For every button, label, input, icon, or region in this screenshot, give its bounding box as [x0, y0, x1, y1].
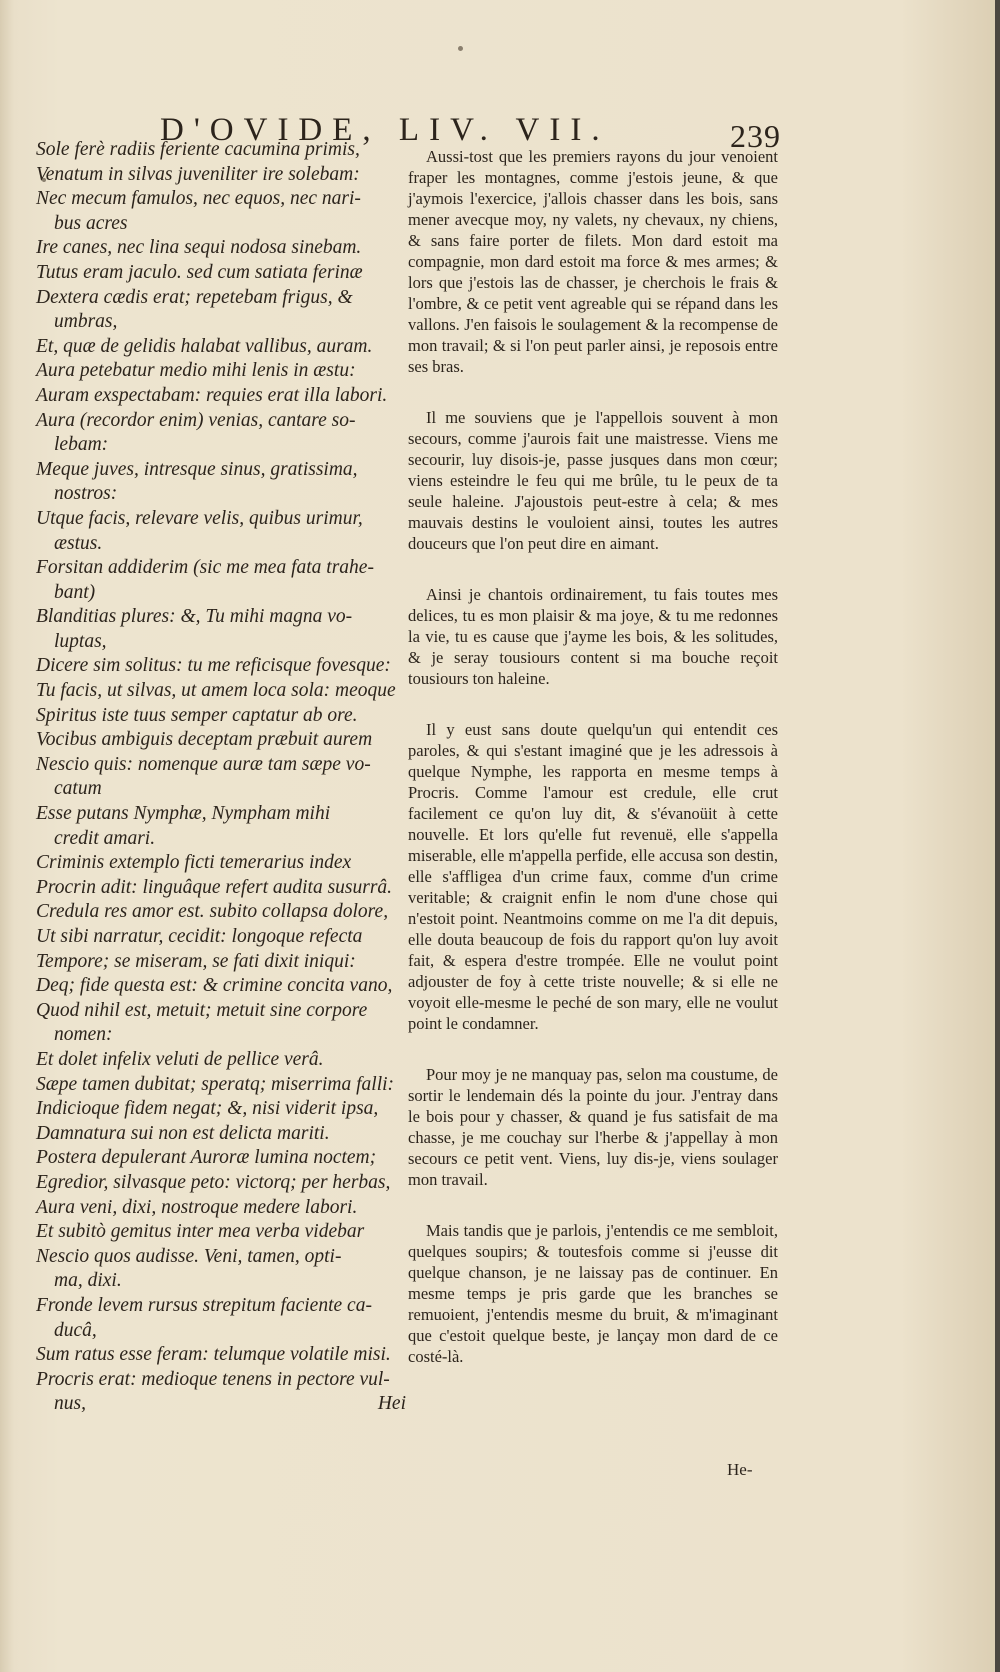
verse-line: Meque juves, intresque sinus, gratissima, — [36, 458, 358, 480]
verse-line: Nescio quis: nomenque auræ tam sæpe vo- — [36, 753, 371, 775]
verse-line: Sole ferè radiis feriente cacumina primis, — [36, 139, 360, 160]
verse-line: Et dolet infelix veluti de pellice verâ. — [36, 1048, 324, 1070]
verse-line: Forsitan addiderim (sic me mea fata trahe- — [36, 557, 374, 579]
verse-line: Esse putans Nymphæ, Nympham mihi — [36, 803, 331, 825]
prose-paragraph: Ainsi je chantois ordinairement, tu fais toutes mes delices, tu es mon plaisir & ma joye, & tu me redonnes la vie, tu es cause que j'ayme les bois, & les solitudes, & je seray tousiours content si ma bouche reçoit tousiours ton haleine. — [408, 585, 778, 688]
verse-line: Nec mecum famulos, nec equos, nec nari- — [36, 188, 361, 210]
verse-line: Procrin adit: linguâque refert audita susurrâ. — [36, 876, 393, 898]
verse-line: Aura veni, dixi, nostroque medere labori. — [36, 1196, 358, 1218]
page-number: 239 — [730, 118, 781, 154]
verse-line: Dextera cædis erat; repetebam frigus, & — [36, 286, 353, 308]
verse-line: Tu facis, ut silvas, ut amem loca sola: meoque — [36, 680, 396, 702]
verse-line: Auram exspectabam: requies erat illa labori. — [36, 384, 388, 406]
ink-spot — [458, 46, 463, 51]
verse-line: Tutus eram jaculo. sed cum satiata ferinæ — [36, 261, 363, 283]
verse-line: Postera depulerant Auroræ lumina noctem; — [36, 1147, 377, 1169]
verse-line: nus, — [54, 1393, 86, 1415]
verse-line: Damnatura sui non est delicta mariti. — [36, 1122, 330, 1144]
verse-line: Egredior, silvasque peto: victorq; per herbas, — [36, 1171, 391, 1193]
verse-line: Indicioque fidem negat; &, nisi viderit ipsa, — [36, 1098, 379, 1120]
verse-line: Deq; fide questa est: & crimine concita vano, — [36, 975, 393, 997]
verse-line: Fronde levem rursus strepitum faciente ca- — [36, 1294, 372, 1316]
verse-line: nomen: — [54, 1024, 113, 1046]
verse-line: Criminis extemplo ficti temerarius index — [36, 852, 352, 874]
verse-line: Tempore; se miseram, se fati dixit iniqui: — [36, 950, 356, 972]
verse-line: ducâ, — [54, 1319, 97, 1341]
french-catchword: He- — [727, 1460, 753, 1479]
verse-line: Procris erat: medioque tenens in pectore vul- — [36, 1368, 390, 1390]
verse-line: nostros: — [54, 483, 118, 505]
verse-line: Nescio quos audisse. Veni, tamen, opti- — [36, 1245, 342, 1267]
latin-catchword: Hei — [377, 1393, 406, 1415]
verse-line: Vocibus ambiguis deceptam præbuit aurem — [36, 729, 373, 751]
page-edge — [995, 0, 1000, 1672]
verse-line: Ut sibi narratur, cecidit: longoque refecta — [36, 926, 363, 947]
verse-line: Aura petebatur medio mihi lenis in æstu: — [36, 360, 356, 382]
verse-line: Spiritus iste tuus semper captatur ab ore. — [36, 704, 358, 726]
verse-line: Blanditias plures: &, Tu mihi magna vo- — [36, 606, 353, 628]
verse-line: æstus. — [54, 532, 103, 554]
verse-line-with-catchword — [36, 1392, 406, 1417]
verse-line: umbras, — [54, 311, 118, 333]
prose-paragraph: Il y eust sans doute quelqu'un qui entendit ces paroles, & qui s'estant imaginé que je les adressois à quelque Nymphe, les rapporta en mesme temps à Procris. Comme l'amour est credule, elle crut facilement ce qu'on luy dit, & s'évanoüit à cette nouvelle. Et lors qu'elle fut revenuë, elle s'appella miserable, elle m'appella perfide, elle accusa son destin, elle s'affligea d'un crime faux, comme d'un crime veritable; & craignit enfin le nom d'une chose qui n'estoit point. Neantmoins comme on me l'a dit depuis, elle douta beaucoup de fois du rapport qu'on luy avoit fait, & espera d'estre trompée. Elle ne voulut point adjouster de foy à cette triste nouvelle; & si elle ne voyoit elle-mesme le peché de son mary, elle ne voulut point le condamner. — [408, 720, 778, 1033]
verse-line: credit amari. — [54, 827, 156, 849]
prose-paragraph: Mais tandis que je parlois, j'entendis ce me sembloit, quelques soupirs; & toutesfois comme si j'eusse dit quelque chanson, je ne laissay pas de continuer. En mesme temps je pris garde que les branches se remuoient, j'entendis mesme du bruit, & m'imaginant que c'estoit quelque beste, je lançay mon dard de ce costé-là. — [408, 1221, 778, 1366]
verse-line: Et subitò gemitus inter mea verba videbar — [36, 1221, 365, 1243]
verse-line: lebam: — [54, 434, 109, 456]
verse-line: ma, dixi. — [54, 1270, 122, 1292]
verse-line: Ire canes, nec lina sequi nodosa sinebam. — [36, 237, 362, 259]
verse-line: Dicere sim solitus: tu me reficisque fovesque: — [36, 655, 391, 677]
prose-paragraph: Aussi-tost que les premiers rayons du jour venoient fraper les montagnes, comme j'estois jeune, & que j'aymois l'exercice, j'allois chasser dans les bois, sans mener avecque moy, ny valets, ny chevaux, ny chiens, & sans faire porter de filets. Mon dard estoit ma compagnie, mon dard estoit ma force & mes armes; & lors que j'estois las de chasser, je cherchois le frais & l'ombre, & ce petit vent agreable qui se répand dans les vallons. J'en faisois le soulagement & la recompense de mon travail; & si l'on peut parler ainsi, je reposois entre ses bras. — [408, 147, 778, 376]
verse-line: Utque facis, relevare velis, quibus urimur, — [36, 507, 363, 529]
verse-line: luptas, — [54, 630, 107, 652]
verse-line: Sæpe tamen dubitat; speratq; miserrima falli: — [36, 1073, 395, 1095]
verse-line: Venatum in silvas juveniliter ire solebam: — [36, 163, 360, 185]
verse-line: bus acres — [54, 212, 128, 234]
verse-line: Aura (recordor enim) venias, cantare so- — [36, 409, 356, 431]
prose-paragraph: Pour moy je ne manquay pas, selon ma coustume, de sortir le lendemain dés la pointe du jour. J'entray dans le bois pour y chasser, & quand je fus satisfait de ma chasse, je me couchay sur l'herbe & j'appellay à mon secours ce petit vent. Viens, luy dis-je, viens soulager mon travail. — [408, 1065, 778, 1189]
prose-paragraph: Il me souviens que je l'appellois souvent à mon secours, comme j'aurois fait une maistresse. Viens me secourir, luy disois-je, passe jusques dans mon cœur; viens esteindre le feu qui me brûle, tu le peux de ta seule haleine. J'ajoustois peut-estre à cela; & mes mauvais destins le vouloient ainsi, toutes les autres douceurs que l'on peut dire en aimant. — [408, 408, 778, 553]
verse-line: Et, quæ de gelidis halabat vallibus, auram. — [36, 335, 373, 357]
running-title: D'OVIDE, LIV. VII. — [160, 112, 610, 148]
verse-line: Quod nihil est, metuit; metuit sine corpore — [36, 999, 368, 1021]
verse-line: Credula res amor est. subito collapsa dolore, — [36, 901, 389, 923]
latin-verse-column — [36, 138, 406, 1417]
verse-line: catum — [54, 778, 102, 800]
french-prose-column — [408, 146, 778, 1397]
verse-line: bant) — [54, 581, 96, 603]
verse-line: Sum ratus esse feram: telumque volatile misi. — [36, 1344, 391, 1366]
